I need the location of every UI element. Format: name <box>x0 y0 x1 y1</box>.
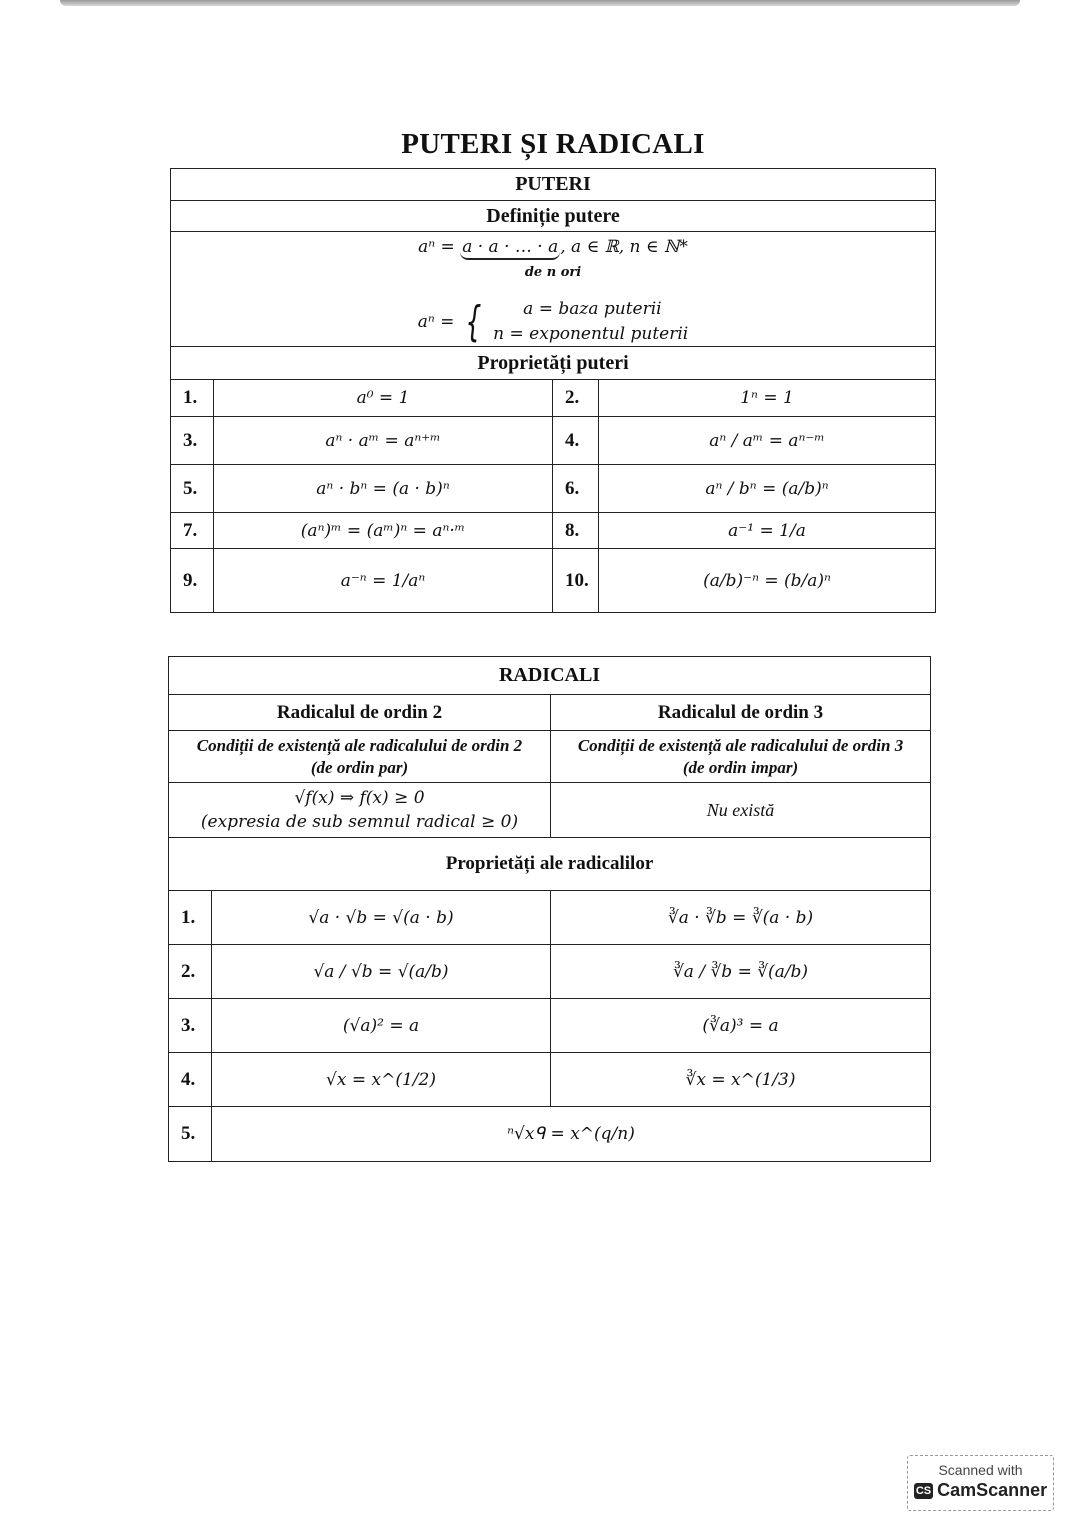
property-formula: aⁿ / aᵐ = aⁿ⁻ᵐ <box>599 417 936 465</box>
puteri-table <box>170 168 936 613</box>
order2-conditions <box>169 731 551 783</box>
property-number: 1. <box>171 380 214 417</box>
order3-property: ∛x = x^(1/3) <box>551 1053 931 1107</box>
table-row <box>169 1053 931 1107</box>
property-number: 6. <box>553 465 599 513</box>
property-number: 7. <box>171 513 214 549</box>
property-number: 5. <box>171 465 214 513</box>
property-formula: 1ⁿ = 1 <box>599 380 936 417</box>
badge-brand: CamScanner <box>937 1480 1048 1500</box>
properties-header: Proprietăți puteri <box>171 347 936 380</box>
order3-conditions-sub: (de ordin impar) <box>682 757 799 777</box>
table-row <box>171 380 936 417</box>
camscanner-logo-icon: CS <box>915 1484 932 1497</box>
order3-rule: Nu există <box>551 783 931 838</box>
property-formula: a⁻¹ = 1/a <box>599 513 936 549</box>
scan-edge <box>60 0 1020 6</box>
order2-rule-note: (expresia de sub semnul radical ≥ 0) <box>200 812 519 832</box>
property-number: 4. <box>553 417 599 465</box>
system-line-base: a = baza puterii <box>523 298 662 319</box>
table-row <box>169 945 931 999</box>
property-number: 10. <box>553 549 599 613</box>
def-lhs: aⁿ = <box>418 236 461 257</box>
page-title: PUTERI ȘI RADICALI <box>401 128 705 160</box>
order2-property: √a / √b = √(a/b) <box>212 945 551 999</box>
table-row <box>171 465 936 513</box>
table-row <box>171 417 936 465</box>
underbrace-product: a · a · … · a <box>460 237 560 260</box>
brace-icon: { <box>465 296 482 346</box>
order3-header: Radicalul de ordin 3 <box>551 695 931 731</box>
property-number: 2. <box>169 945 212 999</box>
property-number: 9. <box>171 549 214 613</box>
def-domain: , a ∈ ℝ, n ∈ ℕ* <box>560 236 688 257</box>
table-row <box>169 891 931 945</box>
property-number: 4. <box>169 1053 212 1107</box>
table-row <box>171 549 936 613</box>
property-formula: aⁿ / bⁿ = (a/b)ⁿ <box>599 465 936 513</box>
puteri-header: PUTERI <box>171 169 936 201</box>
property-number: 1. <box>169 891 212 945</box>
radical-properties-header: Proprietăți ale radicalilor <box>169 838 931 891</box>
property-formula: aⁿ · bⁿ = (a · b)ⁿ <box>214 465 553 513</box>
order2-conditions-title: Condiții de existență ale radicalului de ordin 2 <box>196 735 523 755</box>
order3-conditions-title: Condiții de existență ale radicalului de ordin 3 <box>577 735 904 755</box>
property-number: 8. <box>553 513 599 549</box>
radicali-table <box>168 656 931 1162</box>
order2-conditions-sub: (de ordin par) <box>310 757 409 777</box>
property-formula: a⁻ⁿ = 1/aⁿ <box>214 549 553 613</box>
order3-property: ∛a · ∛b = ∛(a · b) <box>551 891 931 945</box>
property-number: 3. <box>171 417 214 465</box>
order3-conditions <box>551 731 931 783</box>
definition-header: Definiție putere <box>171 201 936 232</box>
property-formula: aⁿ · aᵐ = aⁿ⁺ᵐ <box>214 417 553 465</box>
badge-caption: Scanned with <box>938 1462 1023 1478</box>
order2-header: Radicalul de ordin 2 <box>169 695 551 731</box>
order3-property: (∛a)³ = a <box>551 999 931 1053</box>
order2-rule <box>169 783 551 838</box>
system-line-exponent: n = exponentul puterii <box>493 323 689 344</box>
property-formula: (a/b)⁻ⁿ = (b/a)ⁿ <box>599 549 936 613</box>
property-number: 3. <box>169 999 212 1053</box>
system-lhs: aⁿ = <box>417 311 455 332</box>
definition-formula <box>171 237 935 260</box>
order2-property: √a · √b = √(a · b) <box>212 891 551 945</box>
order2-property: (√a)² = a <box>212 999 551 1053</box>
property-formula: (aⁿ)ᵐ = (aᵐ)ⁿ = aⁿ·ᵐ <box>214 513 553 549</box>
order2-property: √x = x^(1/2) <box>212 1053 551 1107</box>
general-radical-property: ⁿ√xᑫ = x^(q/n) <box>212 1107 931 1162</box>
order3-property: ∛a / ∛b = ∛(a/b) <box>551 945 931 999</box>
property-number: 2. <box>553 380 599 417</box>
table-row <box>171 513 936 549</box>
property-formula: a⁰ = 1 <box>214 380 553 417</box>
underbrace-label: de n ori <box>524 264 582 280</box>
order2-rule-formula: √f(x) ⇒ f(x) ≥ 0 <box>294 788 425 808</box>
table-row <box>169 1107 931 1162</box>
table-row <box>169 999 931 1053</box>
property-number: 5. <box>169 1107 212 1162</box>
camscanner-badge <box>907 1455 1054 1511</box>
definition-cell <box>171 232 936 347</box>
radicali-header: RADICALI <box>169 657 931 695</box>
